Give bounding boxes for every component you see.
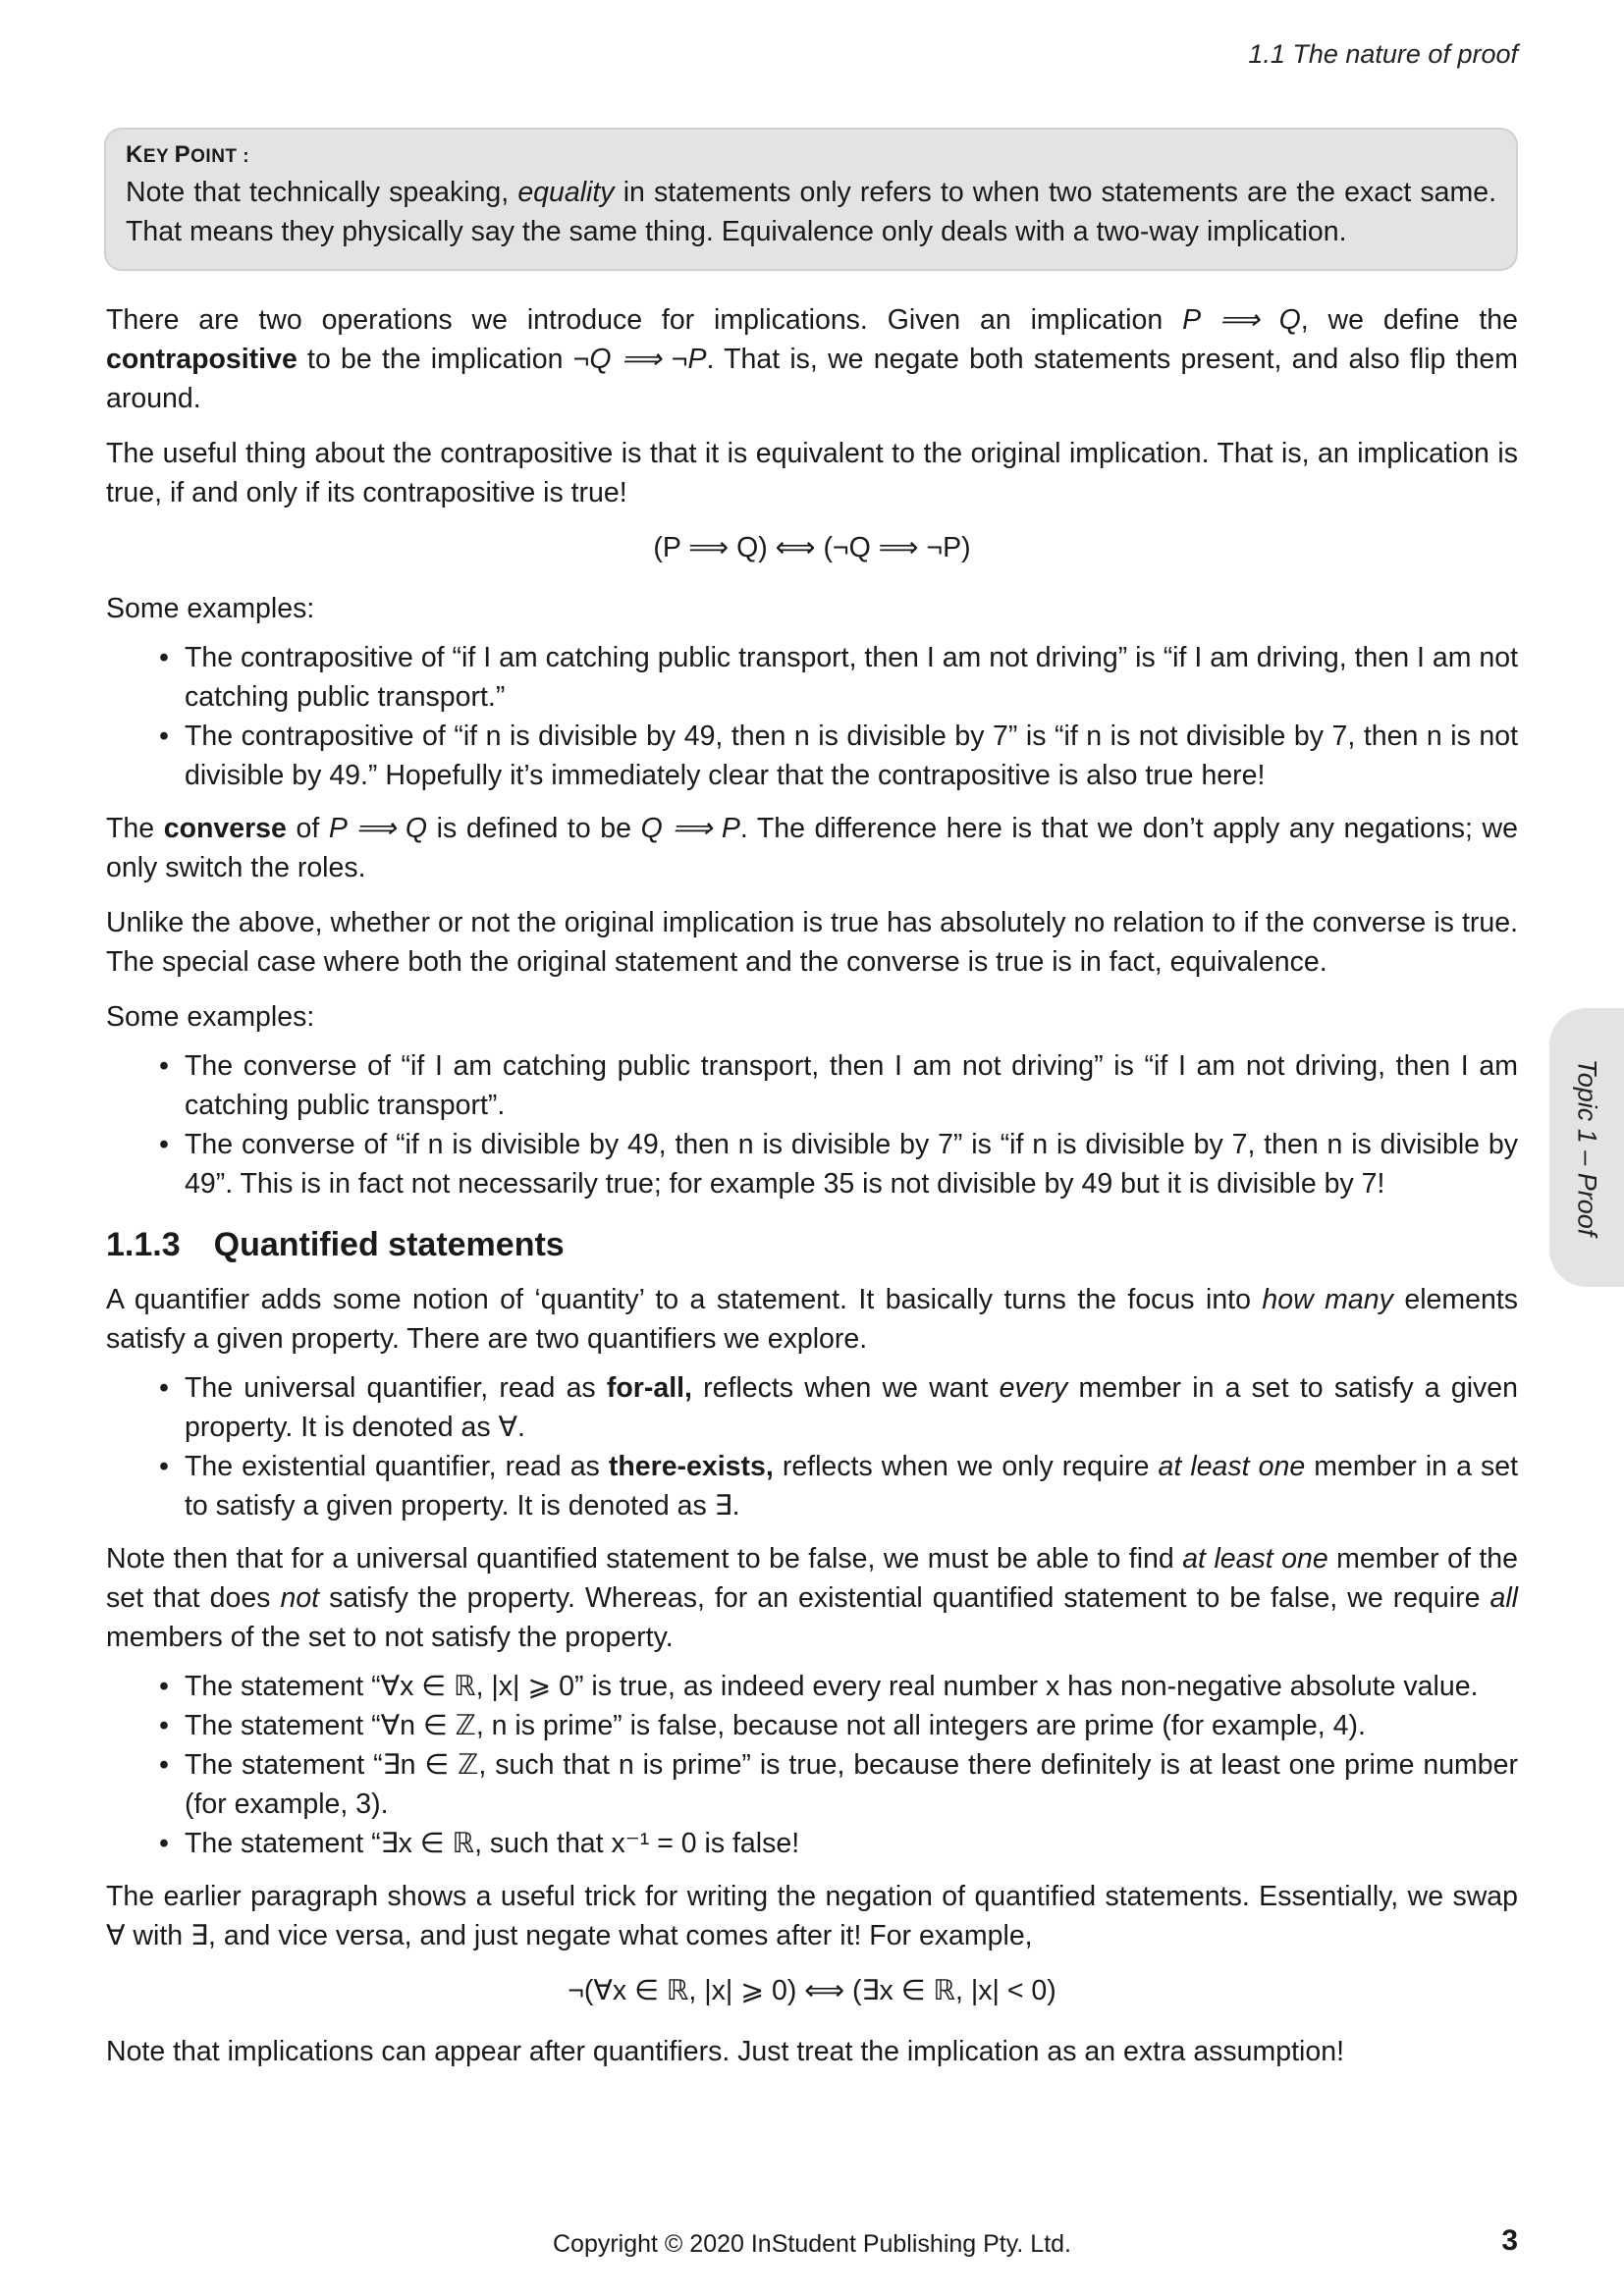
- p6-a: Note then that for a universal quantified statement to be false, we must be able to find: [106, 1543, 1183, 1575]
- p1-a: There are two operations we introduce for implications. Given an implication: [106, 304, 1183, 336]
- statements-list: [106, 1667, 1518, 1863]
- q1-bold: there-exists,: [608, 1451, 774, 1482]
- p1-term-contrapositive: contrapositive: [106, 344, 298, 375]
- section-heading: [106, 1223, 1518, 1266]
- p3-term-converse: converse: [163, 813, 287, 844]
- p6-em2: not: [280, 1582, 320, 1614]
- q1-c: member in a set to satisfy a given property. It is denoted as ∃.: [185, 1451, 1518, 1522]
- page-number: 3: [1501, 2224, 1518, 2257]
- q1-a: The existential quantifier, read as: [185, 1451, 609, 1482]
- p5-em: how many: [1262, 1284, 1393, 1315]
- copyright-footer: Copyright © 2020 InStudent Publishing Pty. Ltd.: [552, 2230, 1071, 2258]
- paragraph-quantifier-intro: [106, 1280, 1518, 1359]
- list-item: • The statement “∀n ∈ ℤ, n is prime” is false, because not all integers are prime (for example, 4).: [106, 1706, 1518, 1745]
- q0-em: every: [999, 1372, 1068, 1404]
- paragraph-contrapositive-equivalence: The useful thing about the contrapositive is that it is equivalent to the original implication. That is, an implication is true, if and only if its contrapositive is true!: [106, 438, 1518, 508]
- list-item: [106, 1368, 1518, 1447]
- q0-c: member in a set to satisfy a given property. It is denoted as ∀.: [185, 1372, 1518, 1443]
- paragraph-converse: [106, 809, 1518, 887]
- list-item: • The statement “∃x ∈ ℝ, such that x⁻¹ = 0 is false!: [106, 1824, 1518, 1863]
- math-equivalence-2: ¬(∀x ∈ ℝ, |x| ⩾ 0) ⟺ (∃x ∈ ℝ, |x| < 0): [568, 1975, 1056, 2006]
- p5-a: A quantifier adds some notion of ‘quantity’ to a statement. It basically turns the focus into: [106, 1284, 1263, 1315]
- p6-em1: at least one: [1182, 1543, 1328, 1575]
- topic-side-tab: [1549, 1008, 1624, 1287]
- converse-examples-list: [106, 1046, 1518, 1203]
- q0-bold: for-all,: [606, 1372, 692, 1404]
- q0-a: The universal quantifier, read as: [185, 1372, 607, 1404]
- list-item: • The contrapositive of “if I am catching public transport, then I am not driving” is “if I am driving, then I am not catching public transport.”: [106, 638, 1518, 717]
- kp-title-ey: EY: [142, 146, 175, 167]
- examples-label-1: Some examples:: [106, 593, 315, 624]
- list-item: • The statement “∃n ∈ ℤ, such that n is prime” is true, because there definitely is at least one prime number (for example, 3).: [106, 1745, 1518, 1824]
- key-point-title: [126, 141, 1496, 169]
- paragraph-operations: [106, 300, 1518, 418]
- p6-d: members of the set to not satisfy the property.: [106, 1622, 674, 1653]
- kp-text-em: equality: [517, 177, 615, 208]
- list-item: [106, 1447, 1518, 1525]
- kp-text-a: Note that technically speaking,: [126, 177, 518, 208]
- q0-b: reflects when we want: [691, 1372, 1000, 1404]
- list-item: • The contrapositive of “if n is divisible by 49, then n is divisible by 7” is “if n is not divisible by 7, then n is not divisible by 49.” Hopefully it’s immediately clear that the contrapositive is also true here!: [106, 717, 1518, 795]
- p5-b: elements satisfy a given property. There are two quantifiers we explore.: [106, 1284, 1518, 1355]
- section-title: Quantified statements: [213, 1226, 565, 1263]
- list-item: • The converse of “if I am catching public transport, then I am not driving” is “if I am not driving, then I am catching public transport”.: [106, 1046, 1518, 1125]
- p3-d: . The difference here is that we don’t apply any negations; we only switch the roles.: [106, 813, 1518, 883]
- p6-c: satisfy the property. Whereas, for an existential quantified statement to be false, we require: [319, 1582, 1490, 1614]
- math-equivalence-1: (P ⟹ Q) ⟺ (¬Q ⟹ ¬P): [653, 532, 971, 563]
- main-body: [106, 300, 1518, 2087]
- paragraph-negation-trick: The earlier paragraph shows a useful trick for writing the negation of quantified statements. Essentially, we swap ∀ with ∃, and vice versa, and just negate what comes after it! For example,: [106, 1881, 1518, 1951]
- p3-math-2: Q ⟹ P: [640, 813, 740, 844]
- p3-a: The: [106, 813, 164, 844]
- paragraph-converse-relation: Unlike the above, whether or not the original implication is true has absolutely no relation to if the converse is true. The special case where both the original statement and the converse is true is in fact, equivalence.: [106, 907, 1518, 978]
- p6-em3: all: [1489, 1582, 1518, 1614]
- p6-b: member of the set that does: [106, 1543, 1518, 1614]
- p1-math-contrapositive: ¬Q ⟹ ¬P: [572, 344, 707, 375]
- kp-title-oint: OINT :: [190, 146, 250, 167]
- p3-c: is defined to be: [427, 813, 641, 844]
- p3-math-1: P ⟹ Q: [328, 813, 428, 844]
- paragraph-implications-note: Note that implications can appear after quantifiers. Just treat the implication as an extra assumption!: [106, 2036, 1344, 2067]
- kp-title-k: K: [126, 141, 143, 168]
- p1-d: . That is, we negate both statements present, and also flip them around.: [106, 344, 1518, 414]
- p1-b: , we define the: [1300, 304, 1518, 336]
- kp-text-b: in statements only refers to when two statements are the exact same. That means they physically say the same thing. Equivalence only deals with a two-way implication.: [126, 177, 1496, 247]
- quantifiers-list: [106, 1368, 1518, 1525]
- key-point-text: [126, 173, 1496, 251]
- section-number: 1.1.3: [106, 1226, 181, 1263]
- q1-b: reflects when we only require: [773, 1451, 1159, 1482]
- p1-math-implication: P ⟹ Q: [1182, 304, 1301, 336]
- contrapositive-examples-list: [106, 638, 1518, 795]
- key-point-box: [106, 130, 1516, 269]
- kp-title-p: P: [174, 141, 191, 168]
- list-item: • The statement “∀x ∈ ℝ, |x| ⩾ 0” is true, as indeed every real number x has non-negative absolute value.: [106, 1667, 1518, 1706]
- paragraph-falsity: [106, 1539, 1518, 1657]
- list-item: • The converse of “if n is divisible by 49, then n is divisible by 7” is “if n is divisible by 7, then n is divisible by 49”. This is in fact not necessarily true; for example 35 is not divisible by 49 but it is divisible by 7!: [106, 1125, 1518, 1203]
- side-tab-label: Topic 1 – Proof: [1572, 1058, 1602, 1237]
- p3-b: of: [286, 813, 329, 844]
- q1-em: at least one: [1158, 1451, 1306, 1482]
- running-head: 1.1 The nature of proof: [1248, 39, 1518, 69]
- examples-label-2: Some examples:: [106, 1001, 315, 1033]
- p1-c: to be the implication: [297, 344, 573, 375]
